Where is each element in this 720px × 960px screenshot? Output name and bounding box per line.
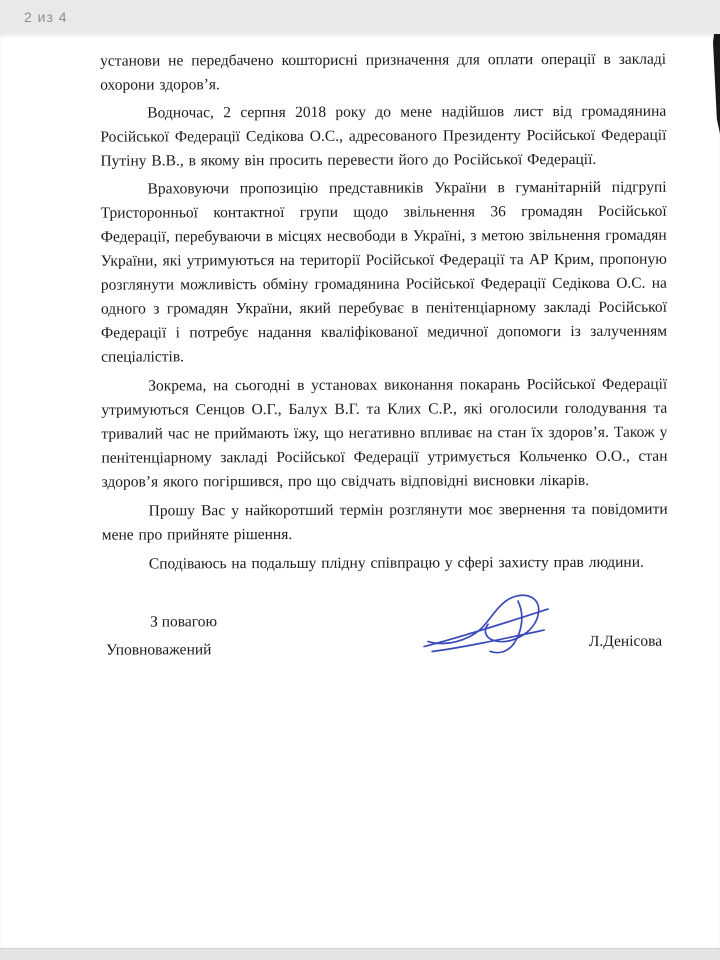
page-indicator-bar xyxy=(0,0,720,34)
page-indicator: 2 из 4 xyxy=(24,9,68,25)
signer-name: Л.Денісова xyxy=(588,632,663,650)
signer-title: Уповноважений xyxy=(106,641,212,659)
closing-salutation: З повагою xyxy=(150,613,218,631)
signature-ink-path xyxy=(424,595,548,653)
paragraph-4: Зокрема, на сьогодні в установах виконання покарань Російської Федерації утримуються Сенцов О.Г., Балух В.Г. та Клих С.Р., які оголосили голодування та тривалий час не приймають їжу, що негативно впливає на стан їх здоров’я. Також у пенітенціарному закладі Російської Федерації утримується Кольченко О.О., стан здоров’я якого погіршився, про що свідчать відповідні висновки лікарів. xyxy=(101,375,668,491)
paragraph-5: Прошу Вас у найкоротший термін розглянути моє звернення та повідомити мене про прийняте рішення. xyxy=(101,500,668,544)
document-page xyxy=(0,34,720,948)
paragraph-2: Водночас, 2 серпня 2018 року до мене надійшов лист від громадянина Російської Федерації Седікова О.С., адресованого Президенту Російської Федерації Путіну В.В., в якому він просить перевести його до Російської Федерації. xyxy=(100,102,667,170)
closing-left xyxy=(106,608,217,664)
paragraph-6: Сподіваюсь на подальшу плідну співпрацю у сфері захисту прав людини. xyxy=(148,553,644,573)
handwritten-signature-icon xyxy=(420,587,560,667)
document-body xyxy=(0,31,720,693)
paragraph-1: установи не передбачено кошторисні призначення для оплати операції в закладі охорони здоров’я. xyxy=(100,50,667,94)
signature-block xyxy=(102,601,668,693)
page-footer-strip xyxy=(0,948,720,960)
paragraph-3: Враховуючи пропозицію представників України в гуманітарній підгрупі Тристоронньої контактної групи щодо звільнення 36 громадян Російської Федерації, перебуваючи в місцях несвободи в Україні, з метою звільнення громадян України, які утримуються на території Російської Федерації та АР Крим, пропоную розглянути можливість обміну громадянина Російської Федерації Седікова О.С. на одного з громадян України, який перебуває в пенітенціарному закладі Російської Федерації і потребує надання кваліфікованої медичної допомоги із залученням спеціалістів. xyxy=(100,178,668,366)
